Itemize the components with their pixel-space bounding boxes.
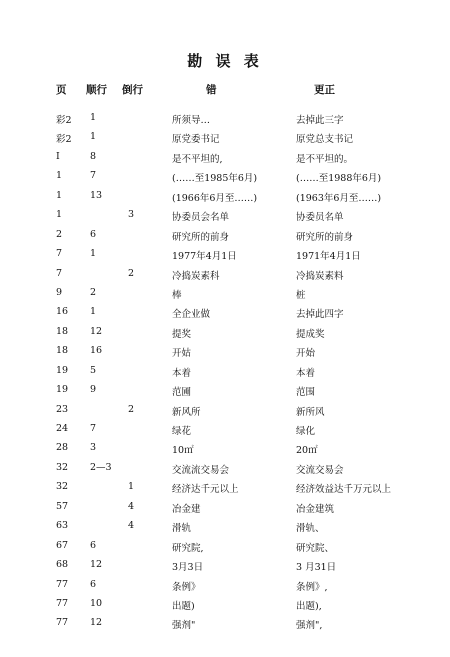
- cell-page: 32: [56, 461, 69, 473]
- cell-page: 彩2: [56, 134, 72, 146]
- cell-error: 是不平坦的,: [172, 153, 223, 165]
- cell-line: 1: [90, 112, 97, 123]
- cell-page: 57: [56, 500, 69, 512]
- cell-correction: 冶金建筑: [296, 503, 335, 515]
- cell-correction: 20㎡: [296, 445, 318, 457]
- cell-page: 19: [56, 384, 69, 396]
- cell-correction: 滑轨、: [296, 523, 325, 535]
- cell-correction: 交流交易会: [296, 464, 344, 476]
- cell-page: 1: [56, 209, 63, 221]
- table-row: [0, 577, 450, 596]
- cell-line: 10: [90, 597, 103, 609]
- cell-page: 63: [56, 520, 69, 532]
- cell-correction: 去掉此三字: [296, 115, 344, 126]
- table-row: [0, 499, 450, 518]
- cell-correction: 本着: [296, 367, 316, 379]
- table-row: [0, 227, 450, 246]
- table-row: [0, 518, 450, 537]
- cell-page: 2: [56, 228, 63, 240]
- cell-line: 6: [90, 539, 97, 551]
- cell-line: 8: [90, 150, 97, 162]
- cell-line: 9: [90, 384, 97, 396]
- cell-correction: 研究所的前身: [296, 231, 354, 243]
- table-row: [0, 324, 450, 343]
- cell-line: 2: [90, 286, 97, 298]
- header-reverse-line: 倒行: [122, 84, 143, 96]
- cell-line: 3: [90, 442, 97, 454]
- cell-correction: 新所风: [296, 406, 325, 418]
- cell-correction: 去掉此四字: [296, 309, 344, 321]
- cell-error: 新风所: [172, 406, 201, 418]
- table-row: [0, 343, 450, 362]
- table-row: [0, 168, 450, 187]
- cell-correction: (……至1988年6月): [296, 173, 382, 185]
- cell-page: 1: [56, 189, 63, 201]
- cell-line: 1: [90, 131, 97, 143]
- cell-page: 彩2: [56, 115, 72, 126]
- page-title: 勘 误 表: [187, 52, 263, 70]
- table-row: [0, 266, 450, 285]
- cell-page: 23: [56, 403, 69, 415]
- cell-line: 13: [90, 189, 103, 201]
- cell-page: 77: [56, 617, 69, 629]
- cell-error: (1966年6月至……): [172, 192, 258, 204]
- errata-table: [0, 110, 450, 635]
- cell-correction: 开始: [296, 348, 316, 360]
- cell-correction: 协委员名单: [296, 212, 344, 224]
- header-correction: 更正: [314, 84, 335, 96]
- cell-error: 本着: [172, 367, 192, 379]
- cell-error: 协委员会名单: [172, 212, 230, 224]
- table-row: [0, 382, 450, 401]
- cell-line: 5: [90, 364, 97, 376]
- table-row: [0, 149, 450, 168]
- table-row: [0, 479, 450, 498]
- cell-line: 1: [90, 248, 97, 260]
- cell-line: 1: [90, 306, 97, 318]
- table-row: [0, 402, 450, 421]
- cell-error: 提奖: [172, 328, 192, 340]
- table-row: [0, 129, 450, 148]
- cell-error: 绿花: [172, 426, 192, 437]
- cell-reverse-line: 4: [128, 520, 135, 532]
- cell-error: 经济达千元以上: [172, 484, 239, 496]
- table-row: [0, 557, 450, 576]
- cell-reverse-line: 3: [128, 209, 135, 221]
- cell-correction: 绿化: [296, 426, 316, 437]
- cell-page: 1: [56, 170, 63, 182]
- cell-page: 9: [56, 286, 63, 298]
- cell-line: 16: [90, 345, 103, 357]
- cell-error: 滑轨: [172, 523, 192, 535]
- cell-page: 7: [56, 267, 63, 279]
- cell-reverse-line: 2: [128, 403, 135, 415]
- cell-line: 6: [90, 578, 97, 590]
- cell-error: 棒: [172, 289, 182, 301]
- cell-line: 12: [90, 559, 103, 571]
- cell-error: 研究所的前身: [172, 231, 230, 243]
- cell-correction: 研究院、: [296, 542, 335, 554]
- table-row: [0, 460, 450, 479]
- cell-error: 1977年4月1日: [172, 251, 237, 263]
- header-page: 页: [56, 84, 67, 96]
- cell-page: 77: [56, 578, 69, 590]
- cell-reverse-line: 2: [128, 267, 135, 279]
- cell-error: 所须导…: [172, 115, 211, 126]
- table-row: [0, 207, 450, 226]
- cell-reverse-line: 4: [128, 500, 135, 512]
- cell-page: 18: [56, 325, 69, 337]
- cell-correction: 原党总支书记: [296, 134, 354, 146]
- cell-page: 19: [56, 364, 69, 376]
- cell-page: 7: [56, 248, 63, 260]
- table-row: [0, 304, 450, 323]
- header-error: 错: [206, 84, 217, 96]
- cell-correction: 强剂",: [296, 620, 323, 632]
- table-row: [0, 615, 450, 634]
- table-row: [0, 363, 450, 382]
- table-row: [0, 421, 450, 440]
- table-row: [0, 596, 450, 615]
- table-row: [0, 440, 450, 459]
- cell-page: 16: [56, 306, 69, 318]
- cell-line: 12: [90, 325, 103, 337]
- cell-line: 7: [90, 170, 97, 182]
- cell-correction: (1963年6月至……): [296, 192, 382, 204]
- cell-error: 10㎡: [172, 445, 194, 457]
- cell-correction: 经济效益达千万元以上: [296, 484, 392, 496]
- cell-line: 12: [90, 617, 103, 629]
- cell-error: 全企业做: [172, 309, 211, 321]
- table-header: [0, 82, 450, 100]
- header-line: 顺行: [86, 84, 107, 96]
- cell-error: 研究院,: [172, 542, 204, 554]
- cell-correction: 是不平坦的。: [296, 153, 354, 165]
- cell-error: 范圃: [172, 387, 192, 399]
- table-row: [0, 246, 450, 265]
- cell-correction: 桩: [296, 289, 306, 301]
- cell-page: 32: [56, 481, 69, 493]
- cell-correction: 3 月31日: [296, 562, 337, 574]
- cell-error: (……至1985年6月): [172, 173, 258, 185]
- table-row: [0, 188, 450, 207]
- cell-page: 18: [56, 345, 69, 357]
- cell-error: 开姑: [172, 348, 192, 360]
- cell-reverse-line: 1: [128, 481, 135, 493]
- cell-correction: 冷捣炭素料: [296, 270, 344, 282]
- table-row: [0, 538, 450, 557]
- cell-correction: 1971年4月1日: [296, 251, 361, 263]
- table-row: [0, 285, 450, 304]
- cell-correction: 出题),: [296, 600, 322, 612]
- cell-error: 冶金建: [172, 503, 201, 515]
- cell-line: 6: [90, 228, 97, 240]
- cell-error: 3月3日: [172, 562, 204, 574]
- table-row: [0, 110, 450, 129]
- cell-error: 冷捣炭素科: [172, 270, 220, 282]
- cell-error: 交流流交易会: [172, 464, 230, 476]
- cell-page: 24: [56, 423, 69, 434]
- cell-page: 77: [56, 597, 69, 609]
- cell-error: 条例》: [172, 581, 201, 593]
- cell-correction: 条例》,: [296, 581, 328, 593]
- cell-page: Ⅰ: [56, 150, 60, 162]
- cell-page: 28: [56, 442, 69, 454]
- cell-line: 2—3: [90, 461, 112, 473]
- cell-error: 出题): [172, 600, 195, 612]
- cell-correction: 范围: [296, 387, 316, 399]
- cell-correction: 提成奖: [296, 328, 325, 340]
- cell-line: 7: [90, 423, 97, 434]
- cell-page: 67: [56, 539, 69, 551]
- cell-error: 强剂": [172, 620, 196, 632]
- cell-page: 68: [56, 559, 69, 571]
- cell-error: 原党委书记: [172, 134, 220, 146]
